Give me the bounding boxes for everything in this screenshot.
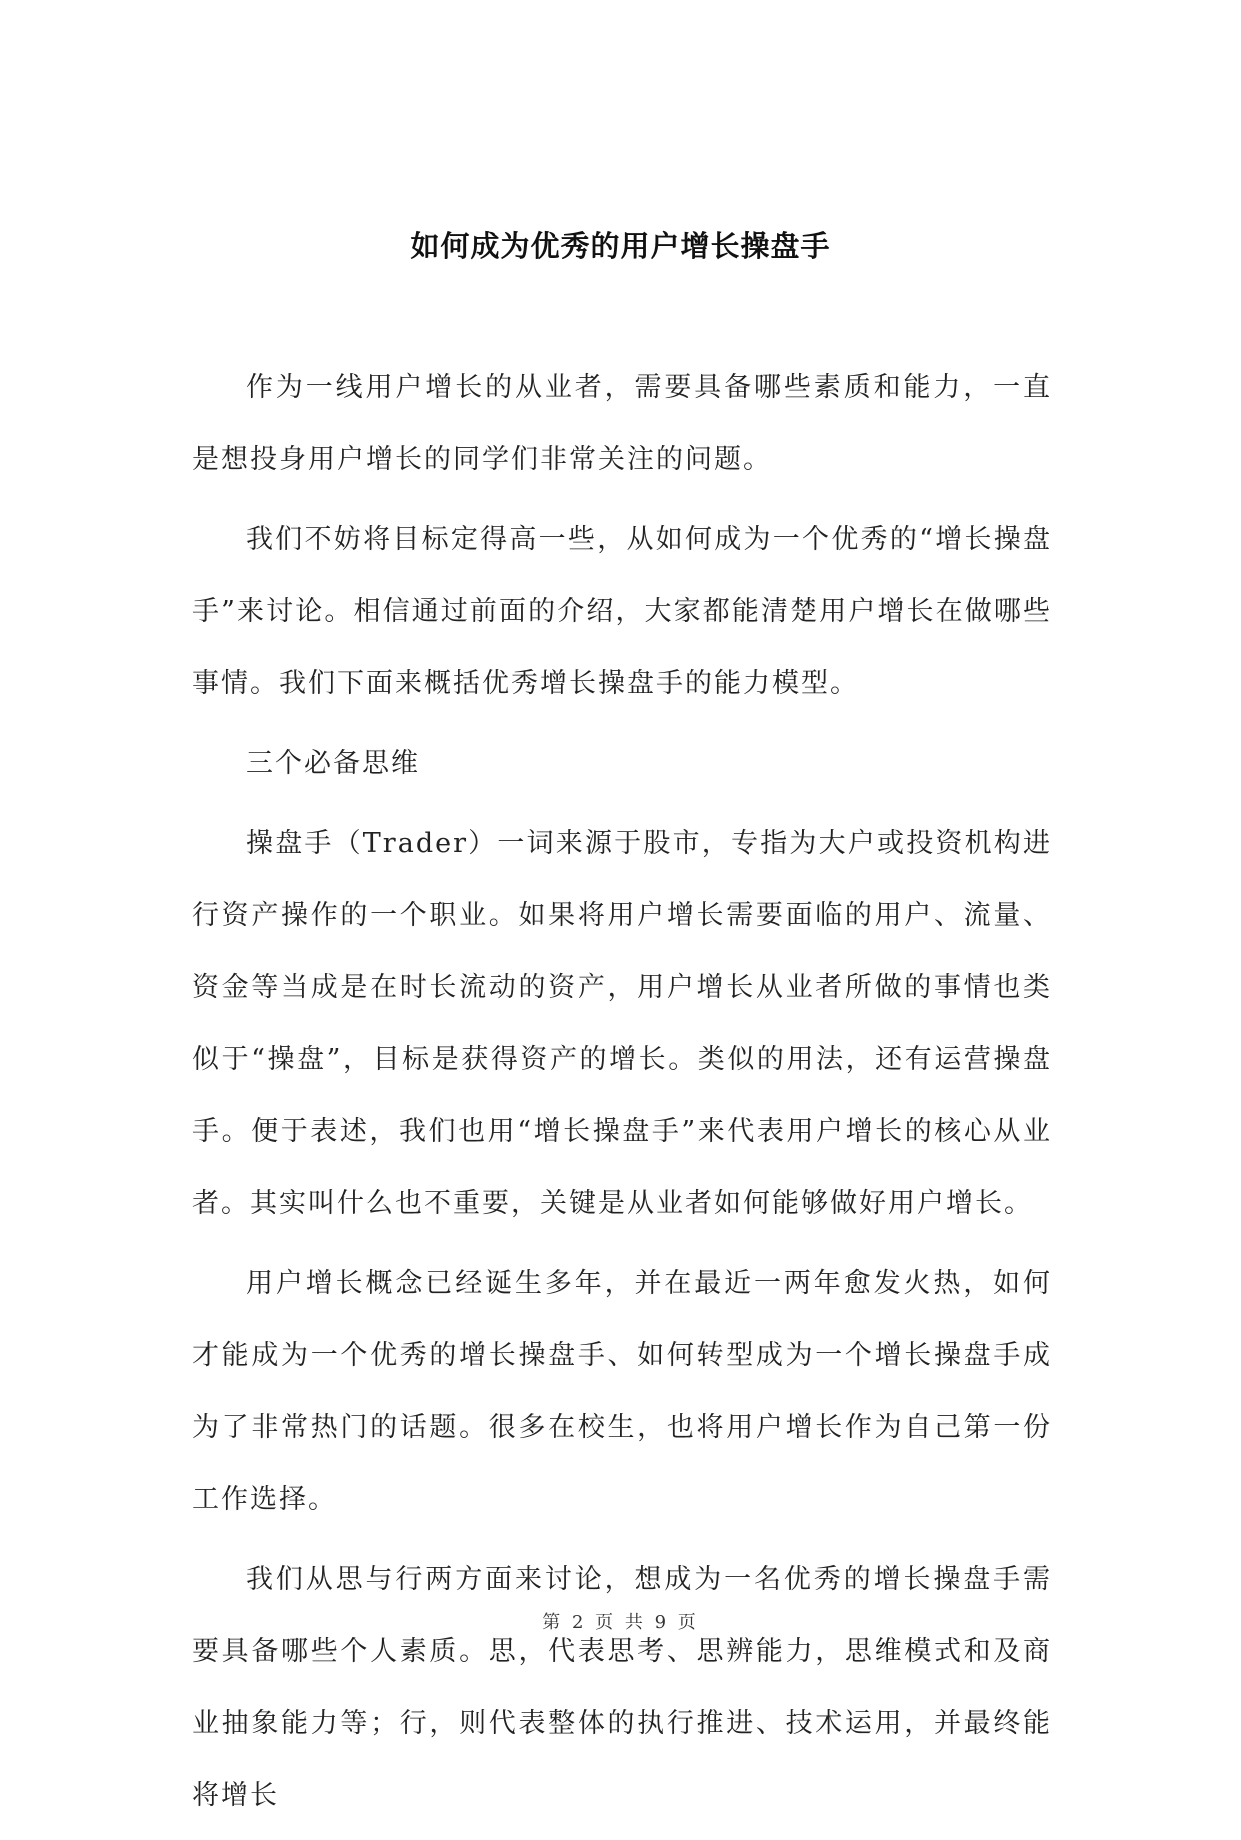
paragraph: 作为一线用户增长的从业者，需要具备哪些素质和能力，一直是想投身用户增长的同学们非常关注的问题。: [192, 372, 1052, 475]
document-title: 如何成为优秀的用户增长操盘手: [410, 229, 831, 263]
page-number-footer: 第 2 页 共 9 页: [542, 1612, 699, 1633]
paragraph: 用户增长概念已经诞生多年，并在最近一两年愈发火热，如何才能成为一个优秀的增长操盘手、如何转型成为一个增长操盘手成为了非常热门的话题。很多在校生，也将用户增长作为自己第一份工作选择。: [192, 1268, 1052, 1515]
paragraph: 我们不妨将目标定得高一些，从如何成为一个优秀的“增长操盘手”来讨论。相信通过前面的介绍，大家都能清楚用户增长在做哪些事情。我们下面来概括优秀增长操盘手的能力模型。: [192, 524, 1052, 699]
section-heading: 三个必备思维: [246, 748, 420, 779]
paragraph: 操盘手（Trader）一词来源于股市，专指为大户或投资机构进行资产操作的一个职业。如果将用户增长需要面临的用户、流量、资金等当成是在时长流动的资产，用户增长从业者所做的事情也类似于“操盘”，目标是获得资产的增长。类似的用法，还有运营操盘手。便于表述，我们也用“增长操盘手”来代表用户增长的核心从业者。其实叫什么也不重要，关键是从业者如何能够做好用户增长。: [192, 828, 1052, 1219]
paragraph: 我们从思与行两方面来讨论，想成为一名优秀的增长操盘手需要具备哪些个人素质。思，代表思考、思辨能力，思维模式和及商业抽象能力等；行，则代表整体的执行推进、技术运用，并最终能将增长: [192, 1564, 1052, 1811]
